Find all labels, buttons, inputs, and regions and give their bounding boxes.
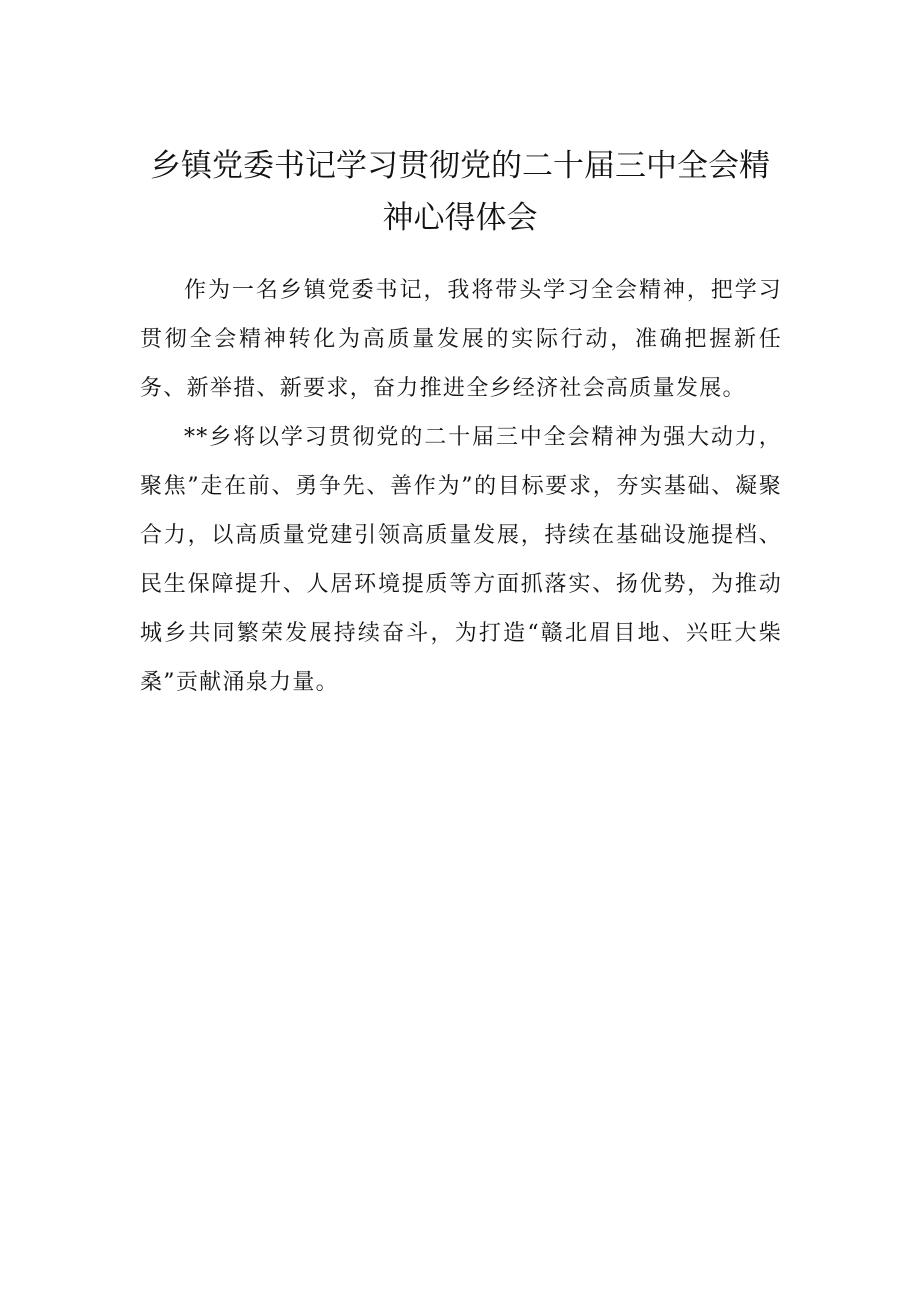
document-body (140, 266, 782, 707)
body-paragraph-1: 作为一名乡镇党委书记，我将带头学习全会精神，把学习贯彻全会精神转化为高质量发展的实际行动，准确把握新任务、新举措、新要求，奋力推进全乡经济社会高质量发展。 (140, 278, 782, 401)
document-title: 乡镇党委书记学习贯彻党的二十届三中全会精神心得体会 (150, 148, 770, 236)
body-paragraph-2: **乡将以学习贯彻党的二十届三中全会精神为强大动力，聚焦”走在前、勇争先、善作为”的目标要求，夯实基础、凝聚合力，以高质量党建引领高质量发展，持续在基础设施提档、民生保障提升、人居环境提质等方面抓落实、扬优势，为推动城乡共同繁荣发展持续奋斗，为打造“赣北眉目地、兴旺大柴桑”贡献涌泉力量。 (140, 425, 782, 695)
